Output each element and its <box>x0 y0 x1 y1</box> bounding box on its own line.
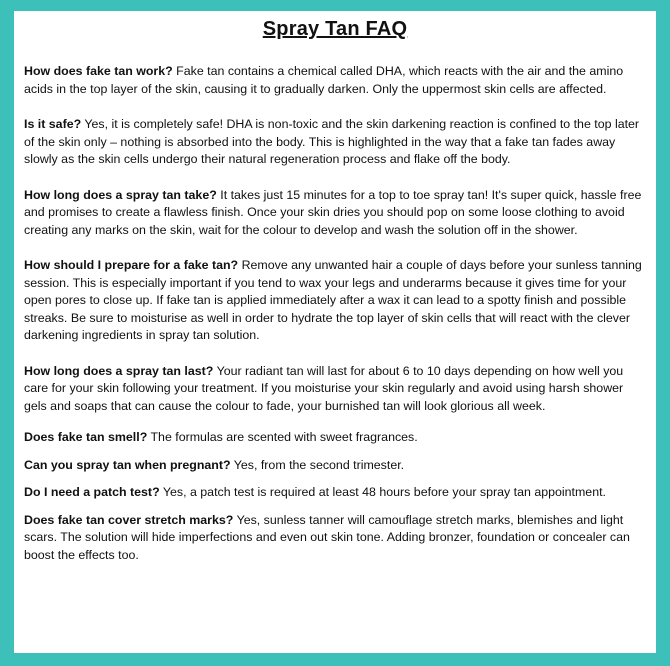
faq-answer: Yes, from the second trimester. <box>233 457 405 472</box>
faq-item-stretch-marks <box>24 512 646 565</box>
faq-question: How long does a spray tan last? <box>24 363 214 378</box>
faq-answer: Yes, sunless tanner will camouflage stretch marks, blemishes and light scars. The solution will hide imperfections and even out skin tone. Adding bronzer, foundation or concealer can boost the effects too. <box>24 512 630 562</box>
faq-answer: It takes just 15 minutes for a top to toe spray tan! It's super quick, hassle free and promises to create a flawless finish. Once your skin dries you should pop on some loose clothing to avoid creating any marks on the skin, wait for the colour to develop and wash the solution off in the shower. <box>24 187 642 237</box>
faq-question: Do I need a patch test? <box>24 485 160 499</box>
faq-panel <box>14 11 656 653</box>
faq-question: How does fake tan work? <box>24 64 173 78</box>
faq-item-pregnancy <box>24 457 646 475</box>
faq-answer: Yes, it is completely safe! DHA is non-toxic and the skin darkening reaction is confined to the top later of the skin only – nothing is absorbed into the body. This is highlighted in the way that a fake tan fades away slowly as the skin cells undergo their natural regeneration process and flake off the body. <box>24 117 640 166</box>
faq-item-is-it-safe <box>24 116 646 169</box>
faq-answer: Your radiant tan will last for about 6 to 10 days depending on how well you care for your skin following your treatment. If you moisturise your skin regularly and avoid using harsh shower gels and soaps that can cause the colour to fade, your burnished tan will look glorious all week. <box>24 363 624 413</box>
faq-question: Can you spray tan when pregnant? <box>24 457 231 472</box>
faq-question: How long does a spray tan take? <box>24 187 217 202</box>
faq-question: Does fake tan cover stretch marks? <box>24 512 234 527</box>
faq-item-spray-tan-duration <box>24 187 646 240</box>
faq-item-how-long-it-lasts <box>24 363 646 416</box>
faq-answer: Yes, a patch test is required at least 48 hours before your spray tan appointment. <box>162 485 606 499</box>
faq-answer: Fake tan contains a chemical called DHA, which reacts with the air and the amino acids in the top layer of the skin, causing it to gradually darken. Only the uppermost skin cells are affected. <box>24 64 624 96</box>
faq-answer: Remove any unwanted hair a couple of days before your sunless tanning session. This is especially important if you tend to wax your legs and underarms because it gives time for your open pores to close up. If fake tan is applied immediately after a wax it can lead to a spotty finish and possible streaks. Be sure to moisturise as well in order to hydrate the top layer of skin cells that will react with the clever darkening ingredients in spray tan solution. <box>24 258 642 342</box>
faq-item-smell <box>24 429 646 447</box>
faq-answer: The formulas are scented with sweet fragrances. <box>150 430 418 444</box>
faq-item-preparation <box>24 257 646 345</box>
faq-question: Is it safe? <box>24 117 82 131</box>
faq-item-how-fake-tan-works <box>24 63 646 98</box>
faq-item-patch-test <box>24 484 646 502</box>
faq-question: How should I prepare for a fake tan? <box>24 258 239 272</box>
faq-question: Does fake tan smell? <box>24 430 148 444</box>
faq-list <box>24 63 646 564</box>
page-title: Spray Tan FAQ <box>262 18 408 40</box>
